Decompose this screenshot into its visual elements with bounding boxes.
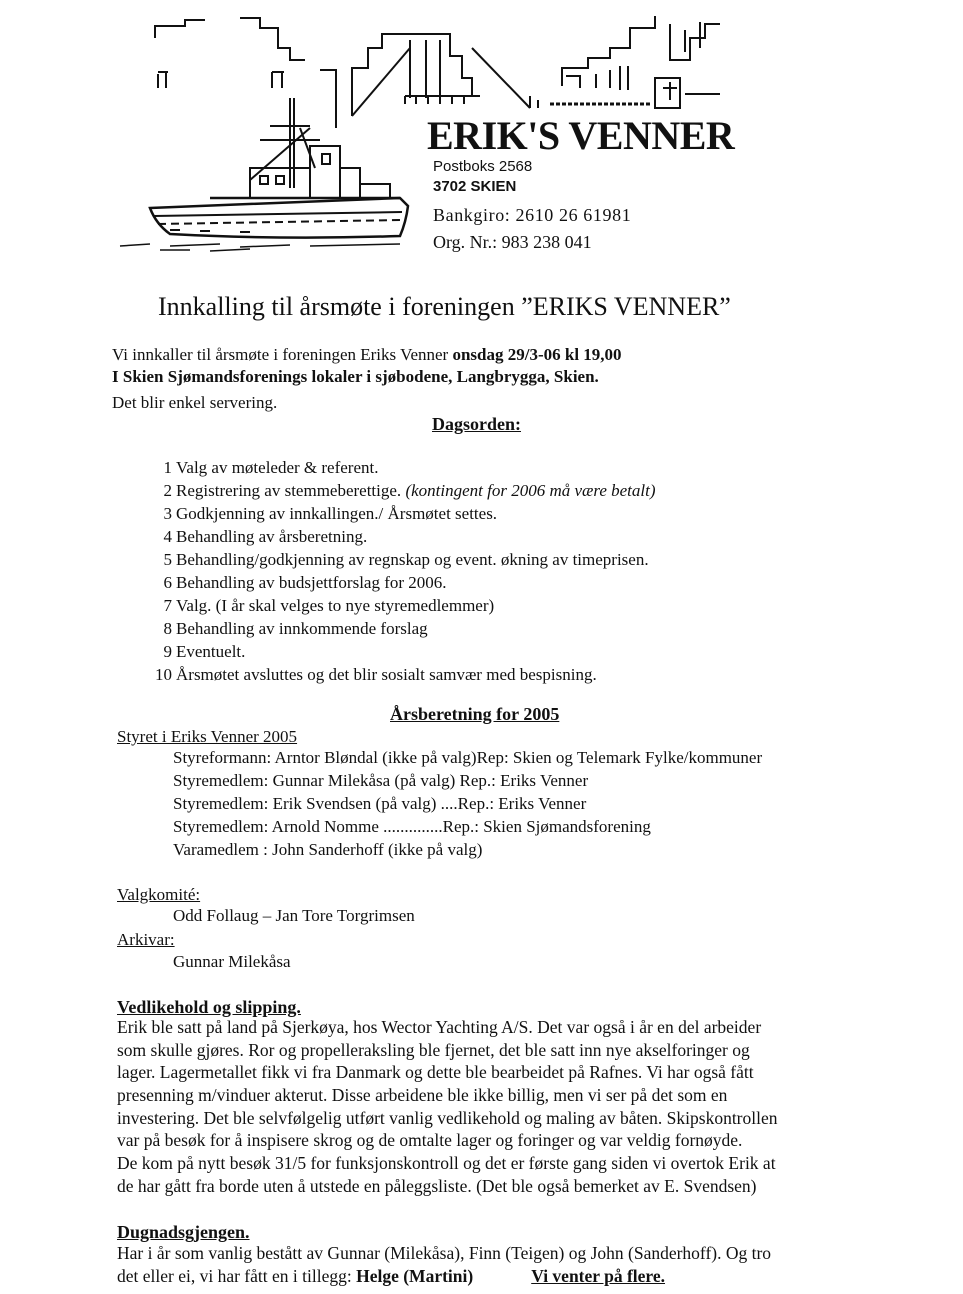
agenda-item-text: Eventuelt.: [176, 642, 246, 661]
board-heading: Styret i Eriks Venner 2005: [117, 727, 298, 746]
agenda-item-number: 3: [163, 504, 172, 523]
agenda-item: [152, 571, 656, 594]
paragraph-line: som skulle gjøres. Ror og propelleraksling ble fjernet, det ble satt inn nye akselforinger og: [117, 1039, 750, 1060]
volunteer-group-paragraph: [117, 1242, 771, 1288]
agenda-item-number: 8: [163, 619, 172, 638]
annual-report-heading: Årsberetning for 2005: [390, 704, 560, 724]
agenda-item-text: Årsmøtet avsluttes og det blir sosialt samvær med bespisning.: [176, 665, 597, 684]
agenda-heading: Dagsorden:: [432, 414, 521, 434]
agenda-item-text: Behandling av årsberetning.: [176, 527, 368, 546]
agenda-item-text: Behandling av innkommende forslag: [176, 619, 428, 638]
agenda-item: [152, 502, 656, 525]
agenda-item: [152, 640, 656, 663]
paragraph-line: de har gått fra borde uten å utstede en påleggsliste. (Det ble også bemerket av E. Svendsen): [117, 1175, 757, 1196]
paragraph-line: investering. Det ble selvfølgelig utført vanlig vedlikehold og maling av båten. Skipskontrollen: [117, 1107, 778, 1128]
maintenance-paragraph: [117, 1016, 867, 1198]
meeting-date: onsdag 29/3-06 kl 19,00: [452, 345, 622, 364]
agenda-item-text: Behandling av budsjettforslag for 2006.: [176, 573, 447, 592]
agenda-item-number: 7: [163, 596, 172, 615]
agenda-item: [152, 663, 656, 686]
agenda-item: [152, 456, 656, 479]
agenda-item-text: Godkjenning av innkallingen./ Årsmøtet settes.: [176, 504, 498, 523]
board-member: Styremedlem: Arnold Nomme ..............Rep.: Skien Sjømandsforening: [173, 817, 651, 836]
meeting-location: I Skien Sjømandsforenings lokaler i sjøbodene, Langbrygga, Skien.: [112, 367, 599, 386]
agenda-item-text: Valg. (I år skal velges to nye styremedlemmer): [176, 596, 495, 615]
board-member: Styremedlem: Erik Svendsen (på valg) ....Rep.: Eriks Venner: [173, 794, 587, 813]
paragraph-line: Erik ble satt på land på Sjerkøya, hos Wector Yachting A/S. Det var også i år en del arbeider: [117, 1017, 762, 1037]
board-members-list: [173, 746, 762, 861]
intro-line-1-text: Vi innkaller til årsmøte i foreningen Eriks Venner: [112, 345, 453, 364]
paragraph-line: var på besøk for å inspisere skrog og de omtalte lager og foringer og var veldig fornøyde.: [117, 1130, 743, 1151]
intro-line-1: [112, 344, 622, 366]
intro-serving-note: Det blir enkel servering.: [112, 393, 278, 412]
board-member: Styremedlem: Gunnar Milekåsa (på valg) Rep.: Eriks Venner: [173, 771, 589, 790]
agenda-item-number: 1: [163, 458, 172, 477]
agenda-item-text: Behandling/godkjenning av regnskap og event. økning av timeprisen.: [176, 550, 649, 569]
paragraph-line: Har i år som vanlig bestått av Gunnar (Milekåsa), Finn (Teigen) og John (Sanderhoff). Og tro: [117, 1243, 772, 1263]
agenda-item: [152, 617, 656, 640]
agenda-item-number: 9: [163, 642, 172, 661]
agenda-item-number: 5: [163, 550, 172, 569]
organization-name: ERIK'S VENNER: [427, 113, 735, 158]
paragraph-line: presenning m/vinduer akterut. Disse arbeidene ble ikke billig, men vi ser på det som en: [117, 1085, 728, 1106]
agenda-item-number: 2: [163, 481, 172, 500]
agenda-item: [152, 548, 656, 571]
agenda-list: [152, 456, 656, 686]
call-for-volunteers: Vi venter på flere.: [531, 1266, 666, 1286]
volunteer-line-text: det eller ei, vi har fått en i tillegg:: [117, 1266, 357, 1286]
agenda-item-number: 10: [155, 665, 172, 684]
archivist-heading: Arkivar:: [117, 930, 175, 949]
volunteer-group-heading: Dugnadsgjengen.: [117, 1222, 250, 1242]
paragraph-line: lager. Lagermetallet fikk vi fra Danmark og dette ble bearbeidet på Rafnes. Vi har også fått: [117, 1062, 754, 1083]
maintenance-heading: Vedlikehold og slipping.: [117, 997, 301, 1017]
board-member: Styreformann: Arntor Bløndal (ikke på valg)Rep: Skien og Telemark Fylke/kommuner: [173, 748, 763, 767]
organization-number: Org. Nr.: 983 238 041: [433, 232, 592, 252]
agenda-item-text: Registrering av stemmeberettige.: [176, 481, 406, 500]
paragraph-line: [117, 1265, 771, 1288]
address-po-box: Postboks 2568: [433, 158, 533, 175]
document-title: Innkalling til årsmøte i foreningen ”ERIKS VENNER”: [158, 292, 731, 321]
agenda-item-number: 6: [163, 573, 172, 592]
new-member-name: Helge (Martini): [356, 1266, 474, 1286]
election-committee-heading: Valgkomité:: [117, 885, 201, 904]
address-city: 3702 SKIEN: [433, 178, 517, 195]
bankgiro-number: Bankgiro: 2610 26 61981: [433, 205, 632, 225]
paragraph-line: De kom på nytt besøk 31/5 for funksjonskontroll og det er første gang siden vi overtok Erik at: [117, 1153, 776, 1174]
agenda-item-note: (kontingent for 2006 må være betalt): [405, 481, 656, 500]
agenda-item-number: 4: [163, 527, 172, 546]
election-committee-members: Odd Follaug – Jan Tore Torgrimsen: [173, 906, 415, 925]
agenda-item-text: Valg av møteleder & referent.: [176, 458, 379, 477]
agenda-item: [152, 525, 656, 548]
archivist-name: Gunnar Milekåsa: [173, 952, 291, 971]
agenda-item: [152, 594, 656, 617]
board-member: Varamedlem : John Sanderhoff (ikke på valg): [173, 840, 483, 859]
agenda-item: [152, 479, 656, 502]
